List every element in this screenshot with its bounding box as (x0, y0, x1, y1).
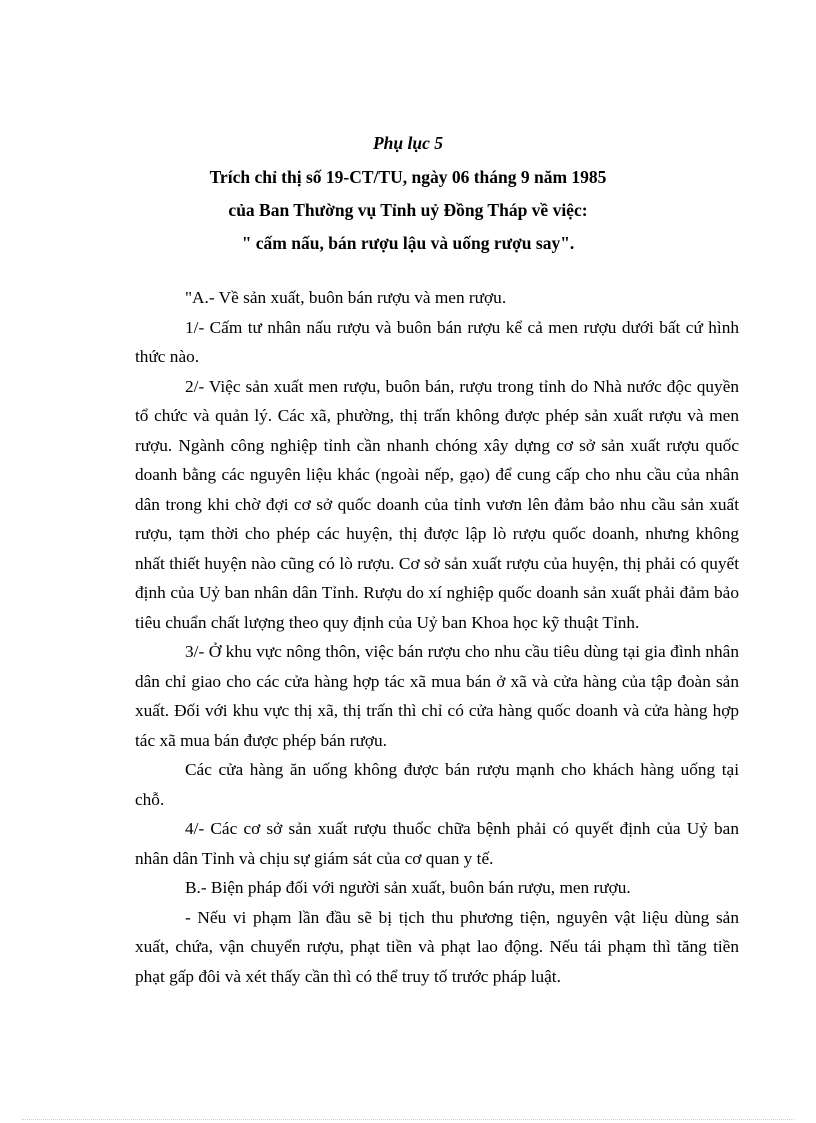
directive-title-line-3: " cấm nấu, bán rượu lậu và uống rượu say". (241, 233, 575, 253)
section-a-heading: "A.- Về sản xuất, buôn bán rượu và men rượu. (185, 288, 507, 307)
appendix-title: Phụ lục 5 (372, 133, 444, 153)
directive-title-line-2: của Ban Thường vụ Tỉnh uỷ Đồng Tháp về việc: (228, 200, 588, 220)
paragraph-restaurants: Các cửa hàng ăn uống không được bán rượu mạnh cho khách hàng uống tại chỗ. (135, 760, 739, 809)
paragraph-item-1: 1/- Cấm tư nhân nấu rượu và buôn bán rượu kể cả men rượu dưới bất cứ hình thức nào. (135, 317, 739, 366)
page-bottom-divider (22, 1119, 794, 1120)
directive-title-line-1: Trích chỉ thị số 19-CT/TU, ngày 06 tháng 9 năm 1985 (209, 167, 607, 187)
paragraph-item-3: 3/- Ở khu vực nông thôn, việc bán rượu cho nhu cầu tiêu dùng tại gia đình nhân dân chỉ giao cho các cửa hàng hợp tác xã mua bán ở xã và cửa hàng của tập đoàn sản xuất. Đối với khu vực thị xã, thị trấn thì chỉ có cửa hàng quốc doanh và cửa hàng hợp tác xã mua bán được phép bán rượu. (135, 642, 739, 750)
section-b-heading: B.- Biện pháp đối với người sản xuất, buôn bán rượu, men rượu. (185, 878, 631, 897)
paragraph-item-4: 4/- Các cơ sở sản xuất rượu thuốc chữa bệnh phải có quyết định của Uỷ ban nhân dân Tỉnh và chịu sự giám sát của cơ quan y tế. (135, 819, 739, 868)
document-body (135, 283, 739, 991)
paragraph-item-2: 2/- Việc sản xuất men rượu, buôn bán, rượu trong tỉnh do Nhà nước độc quyền tổ chức và quản lý. Các xã, phường, thị trấn không được phép sản xuất rượu và men rượu. Ngành công nghiệp tỉnh cần nhanh chóng xây dựng cơ sở sản xuất rượu quốc doanh bằng các nguyên liệu khác (ngoài nếp, gạo) để cung cấp cho nhu cầu của nhân dân trong khi chờ đợi cơ sở quốc doanh của tỉnh vươn lên đảm bảo nhu cầu sản xuất rượu, tạm thời cho phép các huyện, thị được lập lò rượu quốc doanh, nhưng không nhất thiết huyện nào cũng có lò rượu. Cơ sở sản xuất rượu của huyện, thị phải có quyết định của Uỷ ban nhân dân Tỉnh. Rượu do xí nghiệp quốc doanh sản xuất phải đảm bảo tiêu chuẩn chất lượng theo quy định của Uỷ ban Khoa học kỹ thuật Tỉnh. (135, 376, 739, 632)
paragraph-violation: - Nếu vi phạm lần đầu sẽ bị tịch thu phương tiện, nguyên vật liệu dùng sản xuất, chứa, vận chuyển rượu, phạt tiền và phạt lao động. Nếu tái phạm thì tăng tiền phạt gấp đôi và xét thấy cần thì có thể truy tố trước pháp luật. (135, 907, 739, 986)
